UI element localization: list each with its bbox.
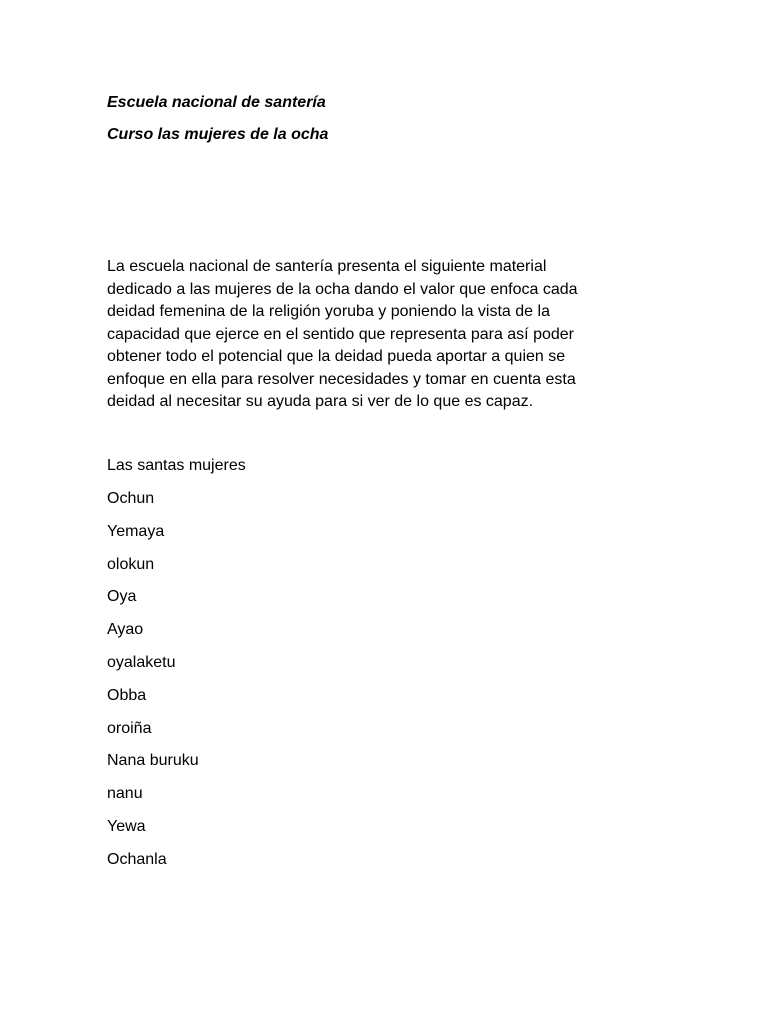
- list-item: olokun: [107, 555, 155, 573]
- list-item: Ochanla: [107, 850, 167, 868]
- intro-line: La escuela nacional de santería presenta el siguiente material: [107, 258, 547, 275]
- intro-line: capacidad que ejerce en el sentido que representa para así poder: [107, 325, 574, 343]
- list-item: oroiña: [107, 719, 152, 737]
- names-list: [107, 489, 199, 883]
- list-item: Obba: [107, 686, 147, 704]
- list-item: Ochun: [107, 490, 155, 507]
- intro-line: enfoque en ella para resolver necesidades y tomar en cuenta esta: [107, 370, 576, 388]
- list-item: Nana buruku: [107, 752, 199, 770]
- intro-line: dedicado a las mujeres de la ocha dando el valor que enfoca cada: [107, 280, 578, 298]
- intro-line: deidad al necesitar su ayuda para si ver de lo que es capaz.: [107, 393, 534, 410]
- list-item: Oya: [107, 588, 137, 606]
- intro-line: obtener todo el potencial que la deidad pueda aportar a quien se: [107, 348, 566, 365]
- intro-line: deidad femenina de la religión yoruba y poniendo la vista de la: [107, 303, 550, 320]
- list-item: Ayao: [107, 621, 144, 639]
- intro-paragraph: [107, 256, 667, 414]
- list-title: Las santas mujeres: [107, 457, 246, 474]
- list-item: Yewa: [107, 817, 146, 835]
- course-title: Curso las mujeres de la ocha: [107, 126, 329, 143]
- list-item: Yemaya: [107, 522, 165, 540]
- list-item: nanu: [107, 785, 143, 803]
- school-title: Escuela nacional de santería: [107, 94, 326, 111]
- list-item: oyalaketu: [107, 653, 176, 671]
